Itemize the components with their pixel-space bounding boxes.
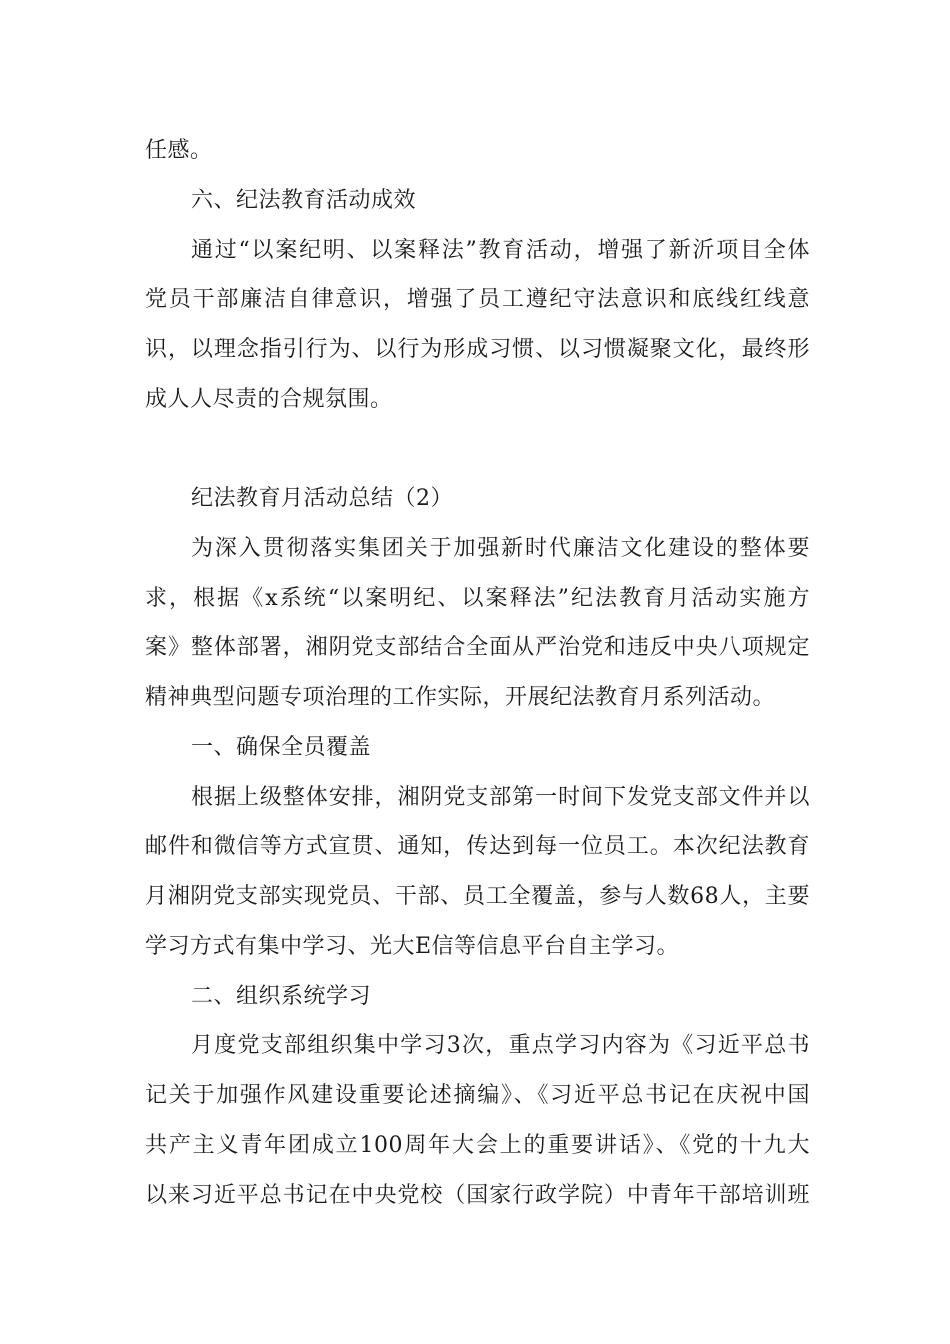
text-line: 月度党支部组织集中学习3次，重点学习内容为《习近平总书	[191, 1033, 810, 1058]
text-line: 任感。	[145, 138, 213, 163]
text-line: 通过“以案纪明、以案释法”教育活动，增强了新沂项目全体	[191, 238, 810, 263]
text-line: 学习方式有集中学习、光大E信等信息平台自主学习。	[145, 934, 680, 959]
text-line: 月湘阴党支部实现党员、干部、员工全覆盖，参与人数68人，主要	[145, 884, 810, 909]
section-heading: 二、组织系统学习	[191, 984, 372, 1009]
text-line: 邮件和微信等方式宣贯、通知，传达到每一位员工。本次纪法教育	[145, 834, 810, 859]
text-line: 识，以理念指引行为、以行为形成习惯、以习惯凝聚文化，最终形	[145, 337, 810, 362]
text-line: 成人人尽责的合规氛围。	[145, 387, 393, 412]
text-line: 求，根据《x系统“以案明纪、以案释法”纪法教育月活动实施方	[145, 586, 810, 611]
document-title: 纪法教育月活动总结（2）	[191, 486, 453, 511]
section-heading: 一、确保全员覆盖	[191, 735, 372, 760]
text-line: 为深入贯彻落实集团关于加强新时代廉洁文化建设的整体要	[191, 536, 810, 561]
section-heading: 六、纪法教育活动成效	[191, 188, 417, 213]
text-line: 共产主义青年团成立100周年大会上的重要讲话》、《党的十九大	[145, 1133, 810, 1158]
text-line: 党员干部廉洁自律意识，增强了员工遵纪守法意识和底线红线意	[145, 287, 810, 312]
text-line: 案》整体部署，湘阴党支部结合全面从严治党和违反中央八项规定	[145, 635, 810, 660]
text-line: 以来习近平总书记在中央党校（国家行政学院）中青年干部培训班	[145, 1183, 810, 1208]
text-line: 根据上级整体安排，湘阴党支部第一时间下发党支部文件并以	[191, 785, 810, 810]
text-line: 精神典型问题专项治理的工作实际，开展纪法教育月系列活动。	[145, 685, 776, 710]
text-line: 记关于加强作风建设重要论述摘编》、《习近平总书记在庆祝中国	[145, 1083, 810, 1108]
